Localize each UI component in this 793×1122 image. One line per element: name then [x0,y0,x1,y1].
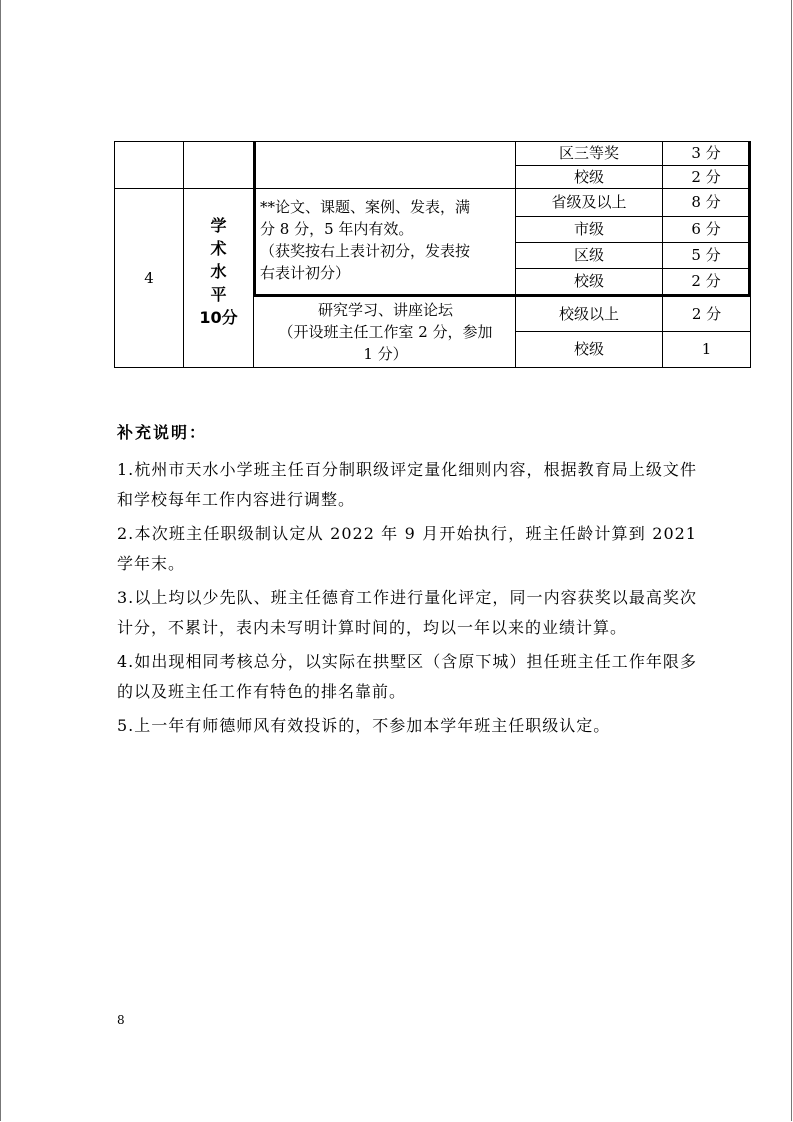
score-cell: 6 分 [691,220,721,238]
level-cell: 省级及以上 [551,193,627,211]
supplementary-notes [117,420,697,745]
score-cell: 2 分 [691,272,721,290]
inner-box-left [253,141,256,296]
level-cell: 校级 [573,340,604,358]
score-cell: 2 分 [691,167,721,186]
note-item: 3.以上均以少先队、班主任德育工作进行量化评定，同一内容获奖以最高奖次计分，不累计，表内未写明计算时间的，均以一年以来的业绩计算。 [117,588,697,637]
score-table [0,0,793,380]
level-cell: 区三等奖 [558,144,619,162]
category-label [184,214,253,329]
criteria-line: **论文、课题、案例、发表，满 [260,198,471,216]
note-item: 1.杭州市天水小学班主任百分制职级评定量化细则内容，根据教育局上级文件和学校每年工作内容进行调整。 [117,460,697,509]
level-cell: 校级 [573,167,604,186]
category-char: 术 [210,239,227,258]
score-cell: 1 [701,340,712,358]
note-item: 4.如出现相同考核总分，以实际在拱墅区（含原下城）担任班主任工作年限多的以及班主任工作有特色的排名靠前。 [117,652,697,701]
category-points: 10分 [199,308,238,327]
category-char: 平 [210,285,227,304]
category-char: 水 [210,262,227,281]
criteria-line: 研究学习、讲座论坛 [317,301,453,319]
note-item: 5.上一年有师德师风有效投诉的，不参加本学年班主任职级认定。 [117,716,611,735]
level-cell: 区级 [573,246,604,264]
level-cell: 市级 [573,220,604,238]
level-cell: 校级 [573,272,604,290]
row-number: 4 [144,268,154,287]
score-cell: 2 分 [691,304,722,323]
criteria-research [256,299,515,365]
table-bottom-border [114,367,750,368]
criteria-line: 分 8 分，5 年内有效。 [260,220,414,238]
notes-title: 补充说明： [117,423,208,442]
category-char: 学 [210,216,227,235]
criteria-line: 右表计初分） [260,264,351,282]
page-number: 8 [117,1013,125,1027]
criteria-line: 1 分） [363,345,408,363]
criteria-line: （开设班主任工作室 2 分，参加 [278,323,493,341]
note-item: 2.本次班主任职级制认定从 2022 年 9 月开始执行，班主任龄计算到 2021 学年末。 [117,524,697,573]
level-cell: 校级以上 [558,304,619,323]
score-cell: 3 分 [691,144,721,162]
criteria-publish [260,196,512,284]
criteria-line: （获奖按右上表计初分，发表按 [260,242,471,260]
score-cell: 8 分 [691,193,721,211]
score-cell: 5 分 [691,246,721,264]
